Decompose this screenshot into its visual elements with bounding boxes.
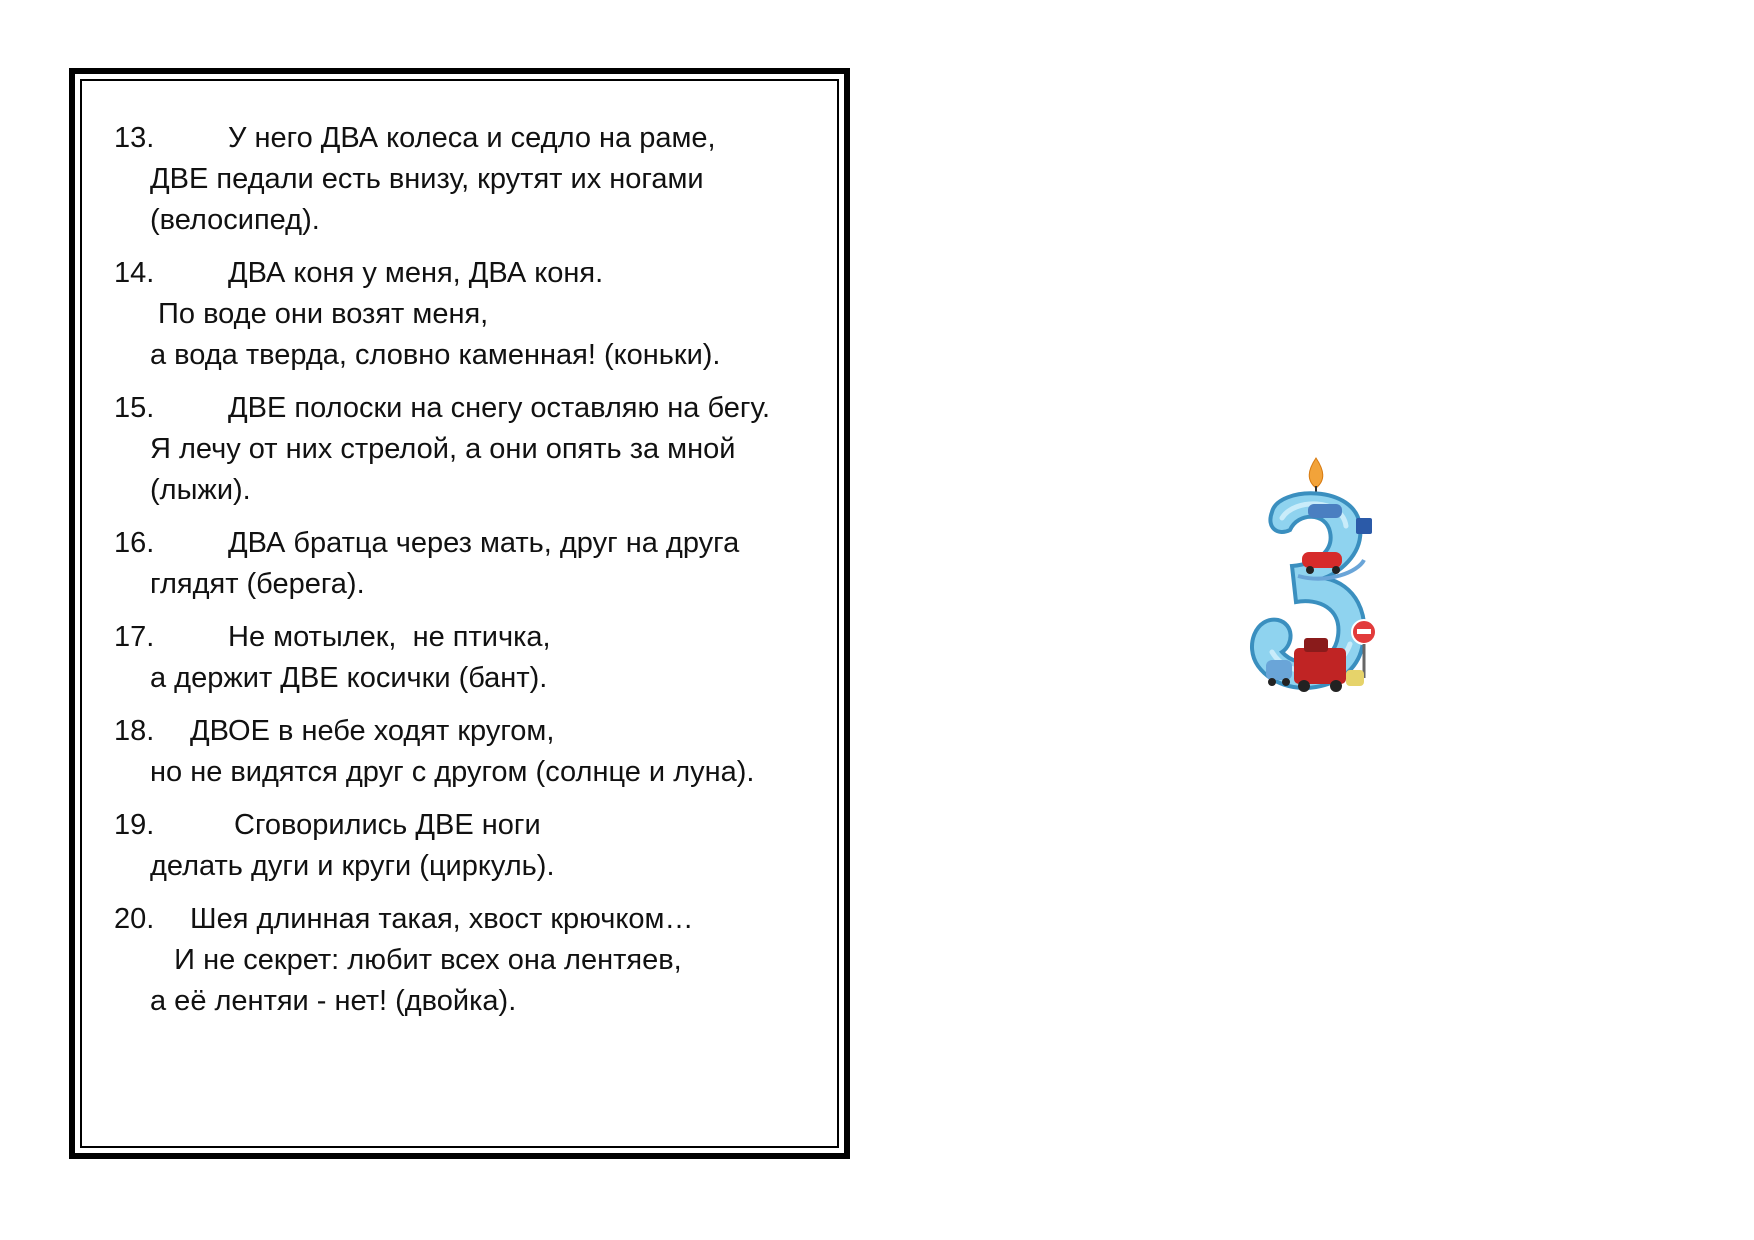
riddle-first-line [114, 523, 814, 564]
riddle-line: а вода тверда, словно каменная! (коньки). [150, 339, 721, 371]
riddle-number: 20. [114, 903, 155, 935]
riddle-line: (велосипед). [150, 204, 320, 236]
riddle-line: ДВЕ педали есть внизу, крутят их ногами [150, 163, 704, 195]
riddle-line: а её лентяи - нет! (двойка). [150, 985, 517, 1017]
riddle-text: Не мотылек, не птичка, [228, 621, 551, 653]
riddle-number: 17. [114, 621, 155, 653]
riddle-line: Я лечу от них стрелой, а они опять за мной [150, 433, 736, 465]
riddle-item [114, 711, 814, 793]
riddle-number: 16. [114, 527, 155, 559]
riddle-first-line [114, 118, 814, 159]
riddle-number: 14. [114, 257, 155, 289]
riddle-text: ДВА братца через мать, друг на друга [228, 527, 740, 559]
riddle-item [114, 118, 814, 241]
riddle-first-line [114, 805, 814, 846]
riddle-number: 18. [114, 715, 155, 747]
riddles-list [114, 118, 814, 1034]
riddle-text: Сговорились ДВЕ ноги [234, 809, 541, 841]
riddle-text: ДВЕ полоски на снегу оставляю на бегу. [228, 392, 771, 424]
riddle-text: ДВОЕ в небе ходят кругом, [190, 715, 555, 747]
riddle-item [114, 617, 814, 699]
riddle-line: глядят (берега). [150, 568, 365, 600]
riddle-number: 19. [114, 809, 155, 841]
riddle-item [114, 805, 814, 887]
riddle-text: Шея длинная такая, хвост крючком… [190, 903, 694, 935]
riddle-line: И не секрет: любит всех она лентяев, [150, 944, 682, 976]
riddle-item [114, 388, 814, 511]
riddle-text: ДВА коня у меня, ДВА коня. [228, 257, 604, 289]
riddle-first-line [114, 388, 814, 429]
riddle-line: а держит ДВЕ косички (бант). [150, 662, 548, 694]
riddle-line: По воде они возят меня, [150, 298, 489, 330]
riddle-item [114, 253, 814, 376]
riddle-first-line [114, 253, 814, 294]
riddle-line: (лыжи). [150, 474, 251, 506]
riddle-first-line [114, 711, 814, 752]
riddle-number: 15. [114, 392, 155, 424]
number-three-birthday-candle-icon [1238, 456, 1398, 706]
riddle-first-line [114, 617, 814, 658]
riddle-number: 13. [114, 122, 155, 154]
riddle-line: делать дуги и круги (циркуль). [150, 850, 555, 882]
riddle-line: но не видятся друг с другом (солнце и луна). [150, 756, 755, 788]
riddle-item [114, 899, 814, 1022]
riddle-item [114, 523, 814, 605]
riddle-text: У него ДВА колеса и седло на раме, [228, 122, 716, 154]
number-three-candle-image [1238, 456, 1398, 706]
riddle-first-line [114, 899, 814, 940]
